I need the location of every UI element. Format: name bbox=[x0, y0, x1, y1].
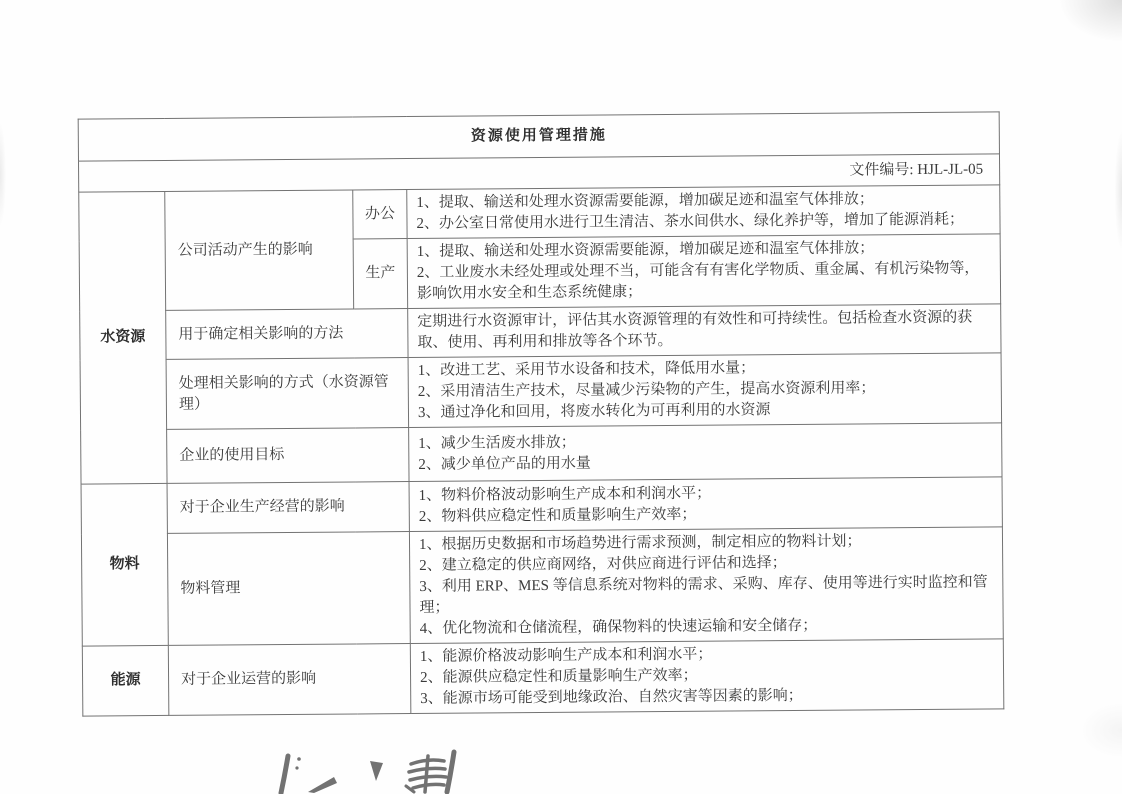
resource-management-table bbox=[78, 111, 1005, 716]
table-row bbox=[81, 477, 1002, 534]
content-cell-water-method: 定期进行水资源审计，评估其水资源管理的有效性和可持续性。包括检查水资源的获取、使用、再利用和排放等各个环节。 bbox=[408, 304, 1001, 358]
aspect-cell-treatment-method: 处理相关影响的方式（水资源管理） bbox=[166, 358, 409, 430]
aspect-cell-material-impact: 对于企业生产经营的影响 bbox=[167, 482, 409, 534]
category-cell-energy: 能源 bbox=[82, 645, 169, 716]
aspect-cell-company-activity-impact: 公司活动产生的影响 bbox=[165, 190, 354, 310]
sub-cell-office: 办公 bbox=[353, 190, 407, 239]
handwriting-artifact bbox=[278, 748, 463, 794]
table-row bbox=[80, 353, 1002, 430]
sub-cell-production: 生产 bbox=[353, 239, 408, 309]
content-cell-material-impact: 1、物料价格波动影响生产成本和利润水平； 2、物料供应稳定性和质量影响生产效率； bbox=[409, 477, 1002, 532]
table-row bbox=[81, 423, 1002, 484]
category-cell-water: 水资源 bbox=[79, 191, 167, 484]
document-title: 资源使用管理措施 bbox=[78, 112, 999, 161]
aspect-cell-material-management: 物料管理 bbox=[167, 532, 410, 646]
table-row bbox=[79, 185, 1000, 241]
content-cell-water-treatment: 1、改进工艺、采用节水设备和技术，降低用水量； 2、采用清洁生产技术，尽量减少污染物的产生，提高水资源利用率； 3、通过净化和回用，将废水转化为可再利用的水资源 bbox=[408, 353, 1002, 428]
category-cell-material: 物料 bbox=[81, 483, 168, 646]
title-row bbox=[78, 112, 999, 161]
table-row bbox=[82, 639, 1004, 716]
aspect-cell-usage-target: 企业的使用目标 bbox=[167, 428, 409, 484]
doc-number: 文件编号: HJL-JL-05 bbox=[78, 154, 999, 192]
content-cell-material-management: 1、根据历史数据和市场趋势进行需求预测，制定相应的物料计划； 2、建立稳定的供应商网络，对供应商进行评估和选择； 3、利用 ERP、MES 等信息系统对物料的需求、采购、库存、使用等进行实时监控和管理； 4、优化物流和仓储流程，确保物料的快速运输和安全储存； bbox=[409, 527, 1003, 644]
aspect-cell-energy-impact: 对于企业运营的影响 bbox=[168, 644, 411, 716]
document-table-wrapper bbox=[78, 111, 1004, 716]
table-row bbox=[81, 527, 1003, 646]
content-cell-water-production: 1、提取、输送和处理水资源需要能源，增加碳足迹和温室气体排放； 2、工业废水未经处理或处理不当，可能含有有害化学物质、重金属、有机污染物等，影响饮用水安全和生态系统健康； bbox=[407, 234, 1001, 309]
content-cell-energy-impact: 1、能源价格波动影响生产成本和利润水平； 2、能源供应稳定性和质量影响生产效率； 3、能源市场可能受到地缘政治、自然灾害等因素的影响； bbox=[410, 639, 1004, 714]
table-row bbox=[80, 304, 1001, 360]
aspect-cell-determination-method: 用于确定相关影响的方法 bbox=[166, 309, 408, 360]
content-cell-water-target: 1、减少生活废水排放； 2、减少单位产品的用水量 bbox=[409, 423, 1002, 482]
content-cell-water-office: 1、提取、输送和处理水资源需要能源，增加碳足迹和温室气体排放； 2、办公室日常使用水进行卫生清洁、茶水间供水、绿化养护等，增加了能源消耗； bbox=[407, 185, 1000, 239]
